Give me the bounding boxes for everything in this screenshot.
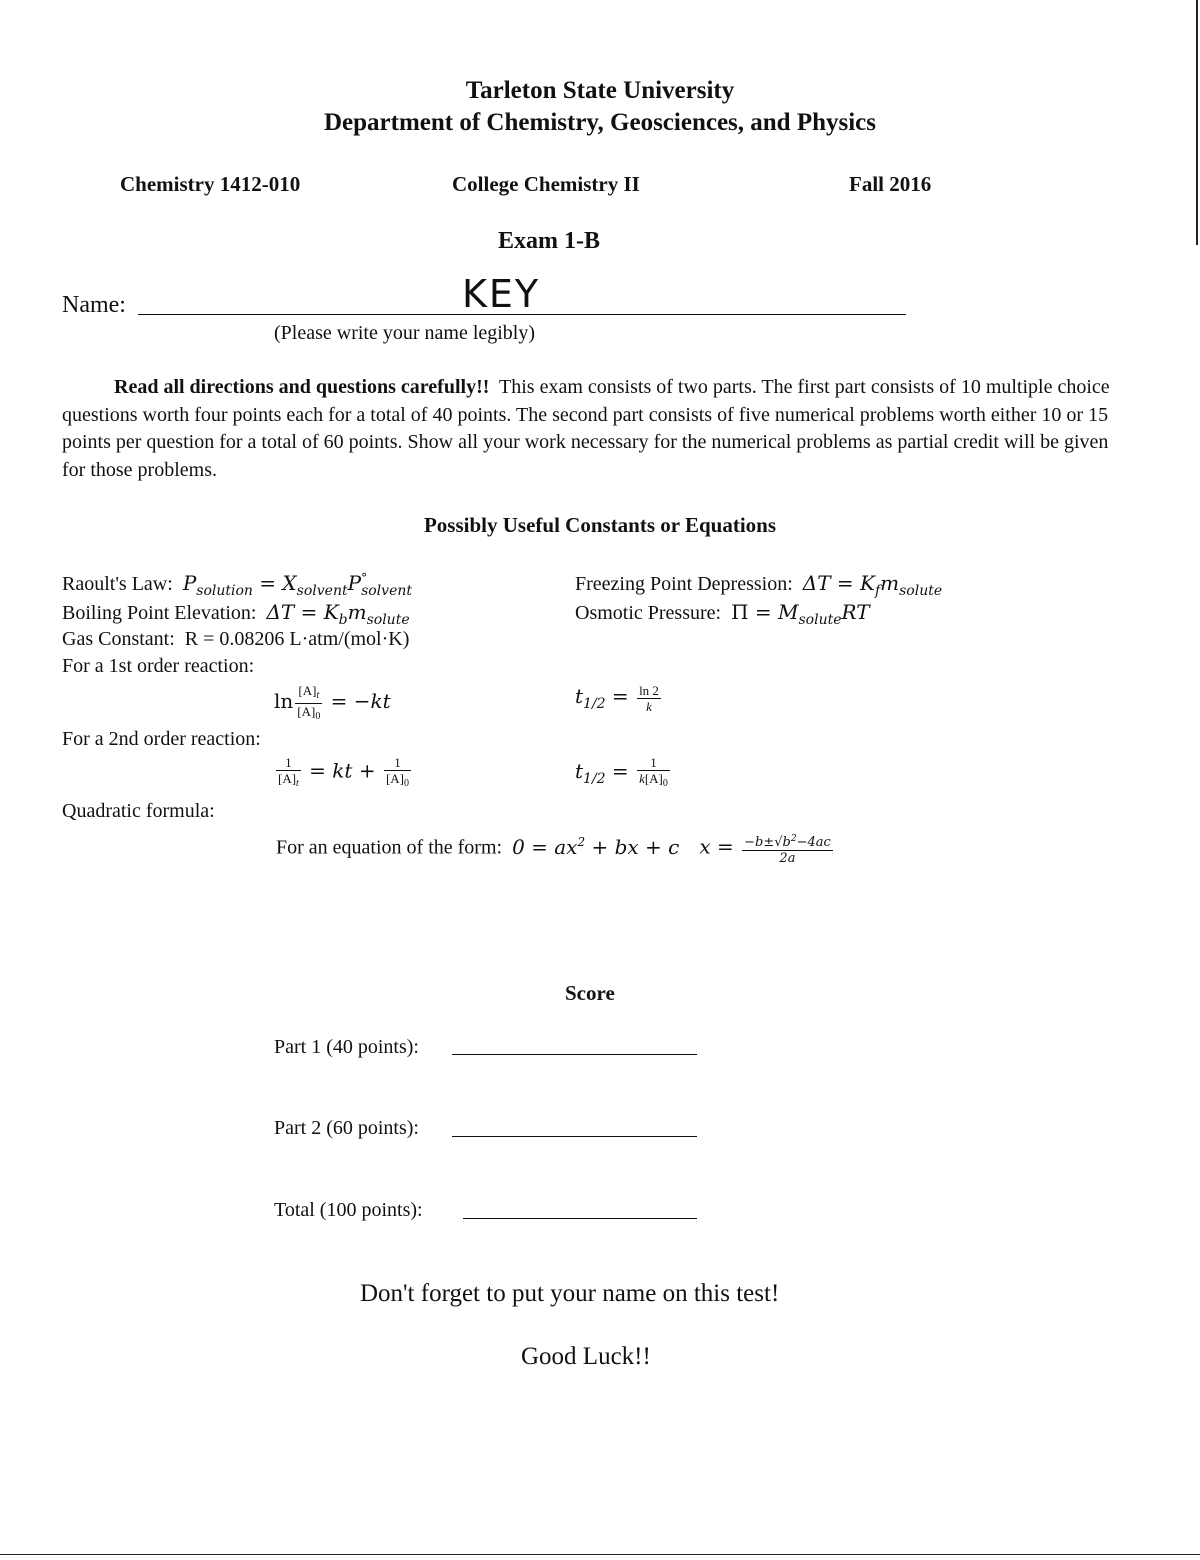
first-order-half-life: $t_{1/2}$ = $\frac{\ln 2}{k}$: [575, 683, 659, 714]
bp-label: Boiling Point Elevation:: [62, 602, 257, 624]
bp-equation: $\Delta T = K_bm_{solute}$: [266, 600, 410, 628]
osmotic-label: Osmotic Pressure:: [575, 602, 722, 624]
term: Fall 2016: [849, 172, 932, 196]
page-bottom-rule: [0, 1554, 1200, 1555]
first-order-label: For a 1st order reaction:: [62, 655, 255, 677]
raoult-label: Raoult's Law:: [62, 573, 173, 595]
second-order-half-life: $t_{1/2}$ = $\frac{1}{k[A]_0}$: [575, 755, 668, 789]
part2-score-label: Part 2 (60 points):: [274, 1117, 419, 1139]
total-score-label: Total (100 points):: [274, 1199, 423, 1221]
osmotic-pressure: [575, 600, 870, 628]
quadratic-text: For an equation of the form:: [276, 836, 503, 859]
constants-title: Possibly Useful Constants or Equations: [423, 513, 777, 537]
name-reminder: Don't forget to put your name on this test!: [360, 1280, 780, 1307]
university-title: Tarleton State University: [465, 77, 735, 104]
fp-equation: $\Delta T = K_fm_{solute}$: [802, 571, 943, 599]
gas-constant: [62, 628, 409, 651]
score-title: Score: [565, 981, 615, 1005]
course-name: College Chemistry II: [452, 172, 640, 196]
freezing-point: [575, 571, 942, 599]
part1-score-label: Part 1 (40 points):: [274, 1036, 419, 1058]
name-handwritten-value: KEY: [462, 272, 541, 316]
name-label: Name:: [62, 292, 126, 318]
gas-label: Gas Constant:: [62, 628, 175, 650]
total-score-field[interactable]: [463, 1218, 697, 1219]
quadratic-formula: For an equation of the form: $0 = ax^2$ + bx + c x = $\frac{-b\pm√b^2-4ac}{2a}$: [276, 834, 831, 866]
exam-title: Exam 1-B: [498, 228, 600, 254]
boiling-point: [62, 600, 410, 628]
second-order-label: For a 2nd order reaction:: [62, 728, 261, 750]
department-title: Department of Chemistry, Geosciences, and Physics: [323, 109, 876, 136]
instructions-paragraph: [62, 374, 1132, 484]
first-order-integrated-law: ln $\frac{[A]_t}{[A]_0}$ = −kt: [274, 683, 391, 722]
fp-label: Freezing Point Depression:: [575, 573, 793, 595]
osmotic-equation: $\Pi = M_{solute}RT$: [731, 600, 870, 628]
course-code: Chemistry 1412-010: [120, 172, 301, 196]
part1-score-field[interactable]: [452, 1054, 697, 1055]
part2-score-field[interactable]: [452, 1136, 697, 1137]
quadratic-label: Quadratic formula:: [62, 800, 215, 822]
instructions-emphasis: Read all directions and questions carefully!!: [114, 376, 490, 398]
instructions-body: This exam consists of two parts. The first part consists of 10 multiple choice questions worth four points each for a total of 40 points. The second part consists of five numerical problems worth either 10 or 15 points per question for a total of 60 points. Show all your work necessary for the numerical problems as partial credit will be given for those problems.: [62, 376, 1110, 481]
second-order-integrated-law: $\frac{1}{[A]_t}$ = kt + $\frac{1}{[A]_0}$: [278, 755, 409, 789]
name-hint: (Please write your name legibly): [274, 322, 536, 344]
raoult-equation: $P_{solution} = X_{solvent}P^\circ_{solvent}$: [182, 571, 412, 599]
raoult-law: [62, 571, 412, 599]
gas-value: R = 0.08206 L·atm/(mol·K): [184, 628, 410, 650]
good-luck: Good Luck!!: [521, 1343, 651, 1370]
